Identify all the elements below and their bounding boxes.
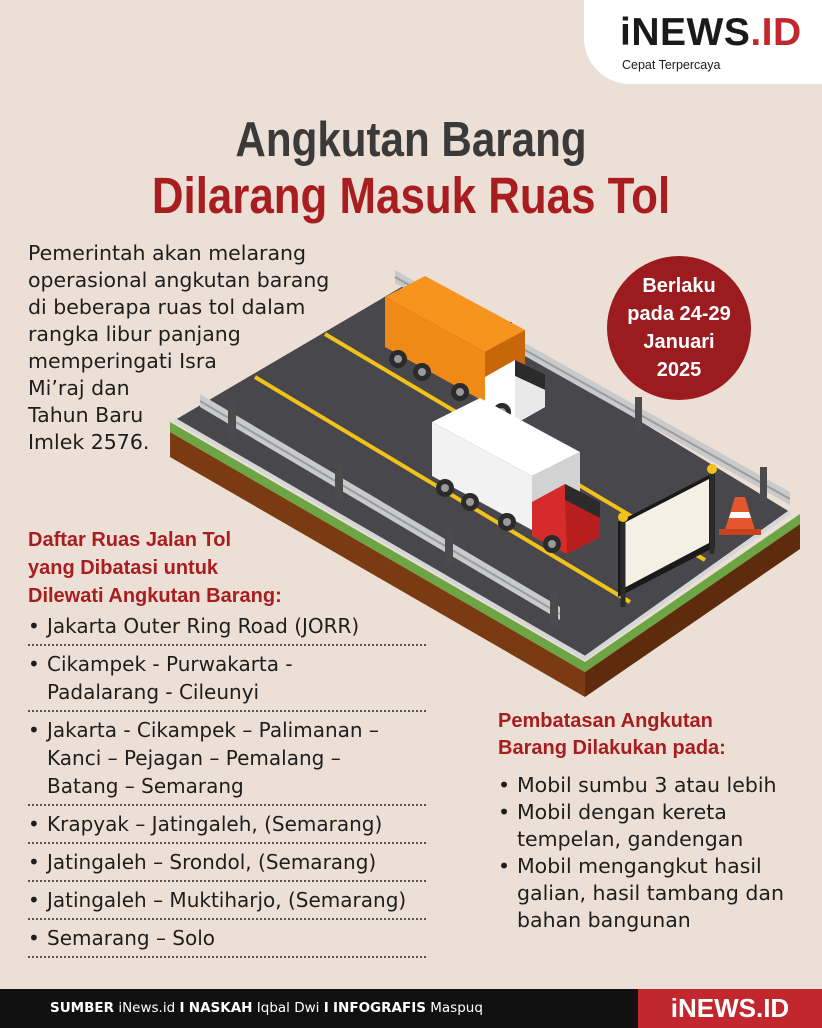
route-item <box>28 716 426 806</box>
restriction-text: tempelan, gandengan <box>517 827 744 851</box>
route-item <box>28 924 426 958</box>
bullet-icon: • <box>28 926 40 950</box>
routes-heading <box>28 526 282 610</box>
source-label: SUMBER <box>50 1000 115 1016</box>
intro-line: Imlek 2576. <box>28 430 150 454</box>
restriction-item <box>498 853 808 934</box>
footer-credits <box>50 989 483 1028</box>
restrictions-heading-line: Barang Dilakukan pada: <box>498 737 726 759</box>
badge-line: Januari <box>643 331 715 353</box>
route-text: Jakarta - Cikampek – Palimanan – <box>47 718 379 742</box>
brand-logo-text: iNEWS <box>620 11 751 54</box>
bullet-icon: • <box>498 854 511 878</box>
route-text: Kanci – Pejagan – Pemalang – <box>47 746 341 770</box>
route-item <box>28 612 426 646</box>
badge-line: pada 24-29 <box>627 303 731 325</box>
restrictions-heading-line: Pembatasan Angkutan <box>498 710 713 732</box>
source-value: iNews.id <box>118 1000 176 1016</box>
bullet-icon: • <box>28 812 40 836</box>
footer-logo: iNEWS.ID <box>638 989 822 1028</box>
route-text: Padalarang - Cileunyi <box>47 680 260 704</box>
intro-line: operasional angkutan barang <box>28 268 330 292</box>
graphic-label: INFOGRAFIS <box>333 1000 426 1016</box>
script-value: Iqbal Dwi <box>256 1000 320 1016</box>
route-item <box>28 810 426 844</box>
graphic-value: Maspuq <box>430 1000 483 1016</box>
brand-logo-suffix: .ID <box>750 11 802 54</box>
bullet-icon: • <box>498 800 511 824</box>
intro-line: Mi’raj dan <box>28 376 130 400</box>
routes-list <box>28 612 426 962</box>
bullet-icon: • <box>28 850 40 874</box>
route-text: Jakarta Outer Ring Road (JORR) <box>47 614 360 638</box>
route-text: Jatingaleh – Srondol, (Semarang) <box>47 850 377 874</box>
title-line-2: Dilarang Masuk Ruas Tol <box>151 167 671 224</box>
restriction-item <box>498 799 808 853</box>
intro-line: memperingati Isra <box>28 349 217 373</box>
route-text: Krapyak – Jatingaleh, (Semarang) <box>47 812 383 836</box>
routes-heading-line: yang Dibatasi untuk <box>28 557 219 579</box>
credit-separator: I <box>323 1000 329 1016</box>
restriction-text: galian, hasil tambang dan <box>517 881 784 905</box>
route-text: Jatingaleh – Muktiharjo, (Semarang) <box>47 888 407 912</box>
route-text: Cikampek - Purwakarta - <box>47 652 293 676</box>
route-item <box>28 650 426 712</box>
bullet-icon: • <box>28 888 40 912</box>
intro-line: Tahun Baru <box>28 403 144 427</box>
bullet-icon: • <box>28 718 40 742</box>
date-badge <box>607 256 751 400</box>
intro-line: rangka libur panjang <box>28 322 241 346</box>
route-text: Semarang – Solo <box>47 926 216 950</box>
header-logo <box>584 0 822 84</box>
restriction-item <box>498 772 808 799</box>
routes-heading-line: Dilewati Angkutan Barang: <box>28 585 282 607</box>
footer-bar <box>0 989 822 1028</box>
badge-line: Berlaku <box>642 275 716 297</box>
intro-line: Pemerintah akan melarang <box>28 241 307 265</box>
route-text: Batang – Semarang <box>47 774 244 798</box>
credit-separator: I <box>179 1000 185 1016</box>
restriction-text: Mobil dengan kereta <box>517 800 727 824</box>
intro-line: di beberapa ruas tol dalam <box>28 295 306 319</box>
route-item <box>28 886 426 920</box>
restriction-text: Mobil sumbu 3 atau lebih <box>517 773 777 797</box>
bullet-icon: • <box>498 773 511 797</box>
badge-line: 2025 <box>656 359 702 381</box>
bullet-icon: • <box>28 652 40 676</box>
routes-heading-line: Daftar Ruas Jalan Tol <box>28 529 232 551</box>
restrictions-list <box>498 772 808 934</box>
brand-logo <box>620 10 802 56</box>
bullet-icon: • <box>28 614 40 638</box>
script-label: NASKAH <box>188 1000 253 1016</box>
route-item <box>28 848 426 882</box>
restrictions-heading <box>498 708 726 762</box>
restriction-text: Mobil mengangkut hasil <box>517 854 762 878</box>
title-line-1: Angkutan Barang <box>235 113 587 167</box>
restriction-text: bahan bangunan <box>517 908 691 932</box>
brand-tagline: Cepat Terpercaya <box>622 58 721 72</box>
